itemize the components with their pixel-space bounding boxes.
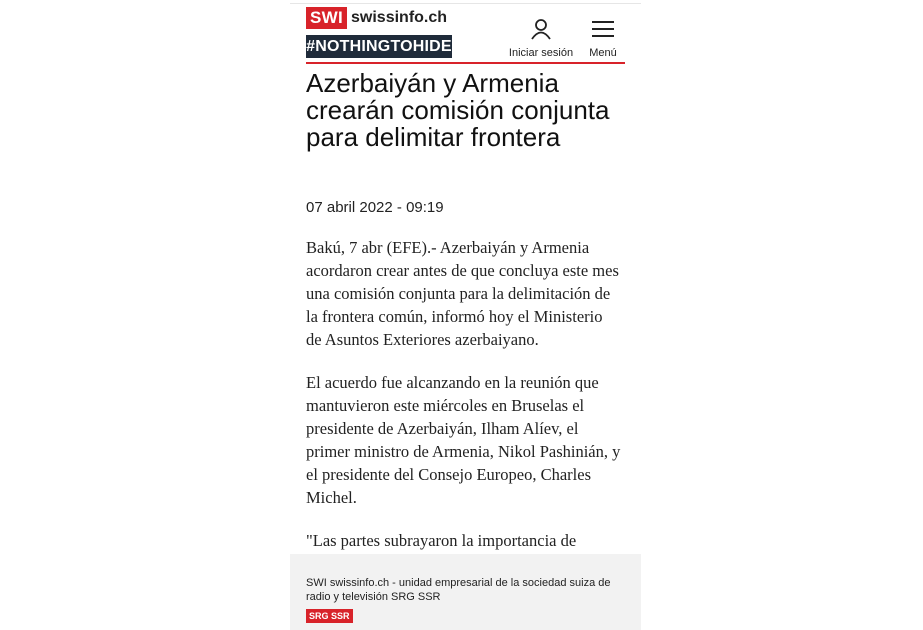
srg-ssr-badge[interactable]: SRG SSR	[306, 609, 353, 623]
login-button[interactable]	[506, 18, 576, 59]
article-date: 07 abril 2022 - 09:19	[306, 199, 444, 216]
user-icon	[530, 18, 552, 40]
header-divider	[306, 62, 625, 64]
article-paragraph: "Las partes subrayaron la importancia de	[306, 531, 577, 550]
logo-text: swissinfo.ch	[351, 9, 448, 26]
login-label: Iniciar sesión	[508, 47, 574, 59]
article-body	[306, 236, 622, 572]
article-paragraph: El acuerdo fue alcanzando en la reunión que mantuvieron este miércoles en Bruselas el presidente de Azerbaiyán, Ilham Alíev, el primer ministro de Armenia, Nikol Pashinián, y el presidente del Consejo Europeo, Charles Michel.	[306, 373, 621, 507]
tagline-banner[interactable]: #NOTHINGTOHIDE	[306, 35, 452, 58]
menu-button[interactable]	[586, 18, 620, 59]
mobile-page	[290, 0, 641, 630]
hamburger-menu-icon	[592, 18, 614, 40]
site-logo[interactable]	[306, 7, 447, 29]
article-title: Azerbaiyán y Armenia crearán comisión conjunta para delimitar frontera	[306, 68, 610, 152]
site-footer	[290, 554, 641, 630]
site-header	[290, 0, 641, 64]
logo-badge: SWI	[306, 7, 347, 29]
footer-text: SWI swissinfo.ch - unidad empresarial de la sociedad suiza de radio y televisión SRG SSR	[306, 577, 611, 603]
article-paragraph: Bakú, 7 abr (EFE).- Azerbaiyán y Armenia acordaron crear antes de que concluya este mes una comisión conjunta para la delimitación de la frontera común, informó hoy el Ministerio de Asuntos Exteriores azerbaiyano.	[306, 238, 619, 349]
menu-label: Menú	[589, 47, 617, 59]
